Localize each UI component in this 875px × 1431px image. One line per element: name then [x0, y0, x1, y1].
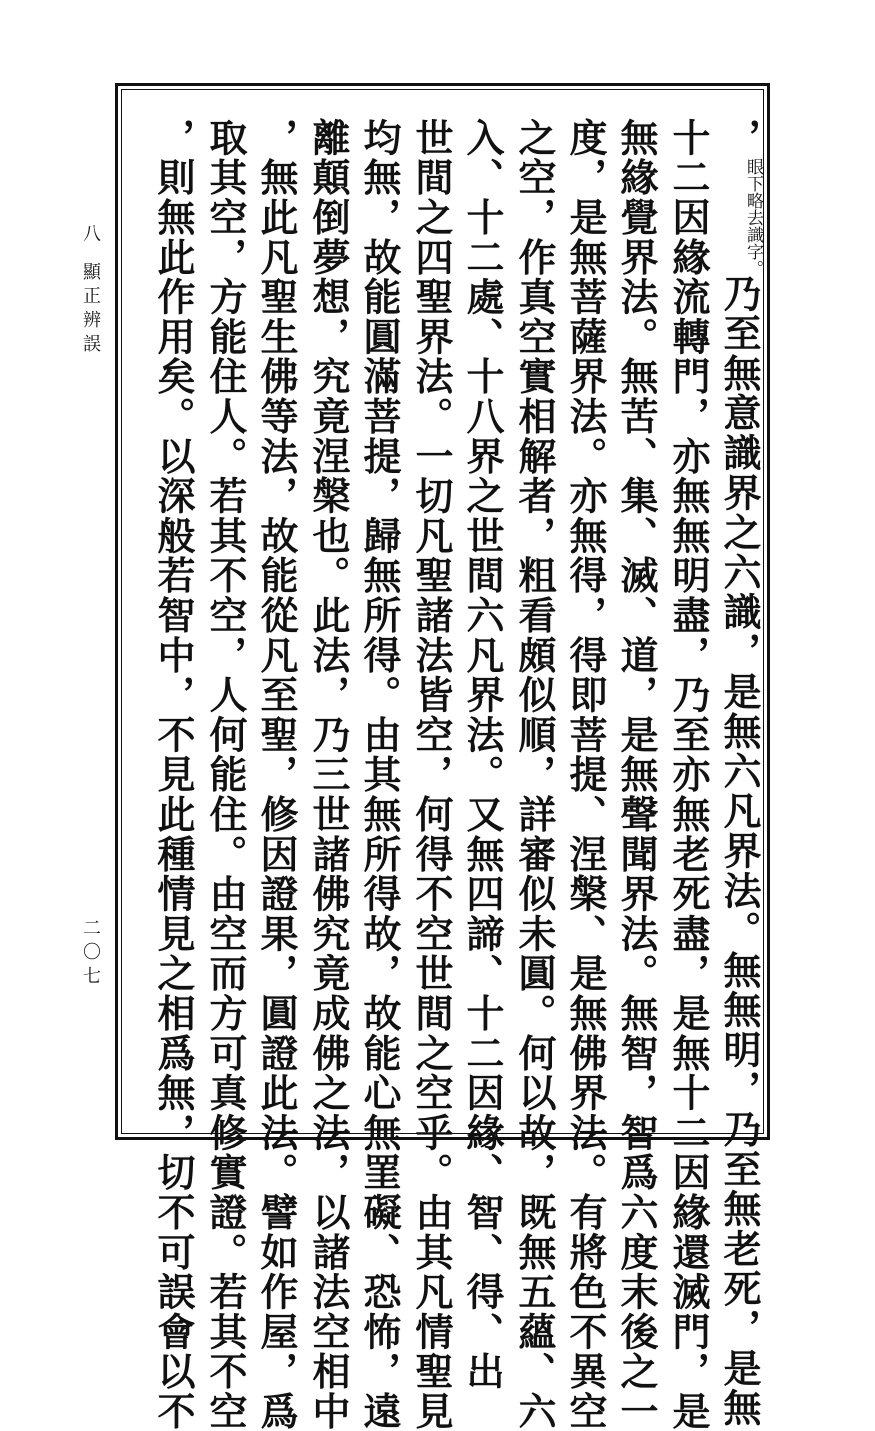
editor-note: 眼下略去識字。 — [743, 157, 763, 277]
column-text: 度，是無菩薩界法。亦無得，得即菩提、涅槃、是無佛界法。有將色不異空 — [563, 118, 608, 1431]
chapter-number: 八 — [80, 224, 101, 248]
column-text: 之空，作真空實相解者，粗看頗似順，詳審似未圓。何以故，既無五蘊、六 — [512, 118, 557, 1431]
running-title: 顯正辨誤 — [80, 262, 101, 358]
column-text: 世間之四聖界法。一切凡聖諸法皆空，何得不空世間之空乎。由其凡情聖見 — [409, 118, 454, 1431]
text-column-11 — [202, 118, 248, 1431]
text-column-1 — [716, 118, 762, 1428]
column-text: 乃至無意識界之六識，是無六凡界法。無無明，乃至無老死，是無 — [717, 273, 762, 1429]
text-column-6 — [459, 118, 505, 1392]
text-column-10 — [253, 118, 299, 1431]
text-column-4 — [562, 118, 608, 1431]
text-column-7 — [408, 118, 454, 1431]
column-lead-punct: ， — [717, 118, 762, 158]
column-text: 十二因緣流轉門，亦無無明盡，乃至亦無老死盡，是無十二因緣還滅門，是 — [666, 118, 711, 1431]
column-text: 離顛倒夢想，究竟涅槃也。此法，乃三世諸佛究竟成佛之法，以諸法空相中 — [306, 118, 351, 1431]
text-column-12 — [150, 118, 196, 1431]
text-column-8 — [356, 118, 402, 1431]
page-number: 二〇七 — [80, 918, 101, 990]
text-column-5 — [511, 118, 557, 1431]
column-text: ，則無此作用矣。以深般若智中，不見此種情見之相爲無，切不可誤會以不 — [151, 118, 196, 1431]
column-text: 入、十二處、十八界之世間六凡界法。又無四諦、十二因緣、智、得、出 — [460, 118, 505, 1392]
text-column-9 — [305, 118, 351, 1431]
text-column-2 — [665, 118, 711, 1431]
column-text: ，無此凡聖生佛等法，故能從凡至聖，修因證果，圓證此法。譬如作屋，爲 — [254, 118, 299, 1431]
column-text: 無緣覺界法。無苦、集、滅、道，是無聲聞界法。無智，智爲六度末後之一 — [614, 118, 659, 1431]
text-column-3 — [613, 118, 659, 1431]
column-text: 均無，故能圓滿菩提，歸無所得。由其無所得故，故能心無罣礙、恐怖，遠 — [357, 118, 402, 1431]
column-text: 取其空，方能住人。若其不空，人何能住。由空而方可真修實證。若其不空 — [203, 118, 248, 1431]
